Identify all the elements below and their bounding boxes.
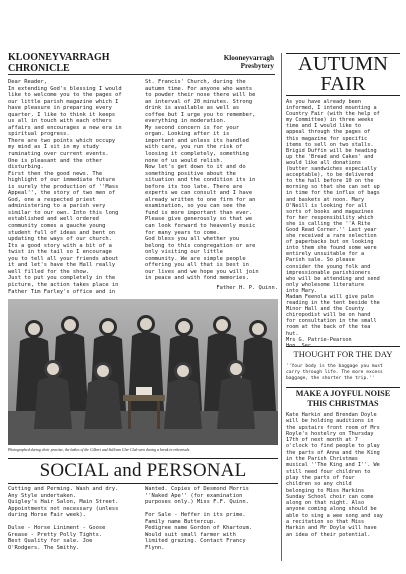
social-right-column: Wanted. Copies of Desmond Morris ''Naked Ape'' (for examination purposes only.) Miss F.F. Quinn. For Sale - Heffer in its prime. Family name Buttercup. Pedigree name Gordon of Khartoum. Would suit small farmer with limited grazing. Contact Francy Flynn. (145, 486, 253, 551)
masthead-rule-left (8, 74, 275, 75)
joyful-body: Kate Harkin and Brendan Doyle will be holding auditions in the upstairs front room of Mrs Royle's hostelry on Thursday 17th of next month at 7 o'clock to find people to play the parts of Anna and the King in the Parish Christmas musical ''The King and I''. We still need four children to play the parts of four children so any child belonging to Miss Harkins Sunday School choir can come along on that night. Also anyone coming along should be able to sing a wee song and say a recitation so that Miss Harkin and Mr Doyle will have an idea of their potential. (286, 412, 383, 538)
autumn-rule-bottom (286, 95, 400, 96)
letter-signature: Father H. P. Quinn. (216, 285, 278, 291)
thought-heading: THOUGHT FOR THE DAY (293, 349, 393, 359)
social-left-column: Cutting and Perming. Wash and dry. Any Style undertaken. Quigley's Hair Salon, Main Street. Appointments not necessary (unless during Horse Fair week). Dulse - Horse Liniment - Goose Grease - Pretty Polly Tights. Best Quality for sale. Joe O'Rodgers. The Smithy. (8, 486, 119, 551)
thought-rule-top (286, 346, 400, 347)
column-divider (281, 53, 282, 561)
social-rule-bottom (8, 483, 278, 484)
autumn-fair-body: As you have already been informed, I intend mounting a Country Fair (with the help of my Committee) in three weeks time and I would like to appeal through the pages of this magazine for specific items to sell on two stalls. Brigid Duffin will be heading up the 'Bread and Cakes' and would like all donations (butter sandwiches especially acceptable), to be delivered to the hall before 10 on the morning so that she can set up in time for the influx of bags and baskets at noon. Mary O'Neill is looking for all sorts of books and magazines for her responsibility which she is calling the ''A Rite Good Read Corner.'' Last year she received a rare selection of paperbacks but on looking into them she found some were entirely unsuitable for a Parish sale. So please consider the young folk and impressionable parishioners who will be attending and send only wholesome literature into Mary. Madam Feenola will give palm reading in the tent beside the Minor Hall and the County chiropodist will be on hand for consultation in the small room at the back of the tea hut. Mrs G. Patrie-Pearson (286, 99, 380, 343)
autumn-fair-heading: AUTUMN FAIR (298, 53, 388, 95)
thought-body: ''Your body is the baggage you must carry through life. The more excess baggage, the shorter the trip.'' (286, 364, 383, 382)
choir-photograph (8, 299, 278, 445)
joyful-heading: MAKE A JOYFUL NOISE THIS CHRISTMAS (295, 389, 391, 408)
presbytery-title: Klooneyvarragh Presbytery (223, 54, 274, 70)
letter-center-column: St. Francis' Church, during the autumn time. For anyone who wants to powder their nose there will be an interval of 20 minutes. Strong drink is available as well as coffee but I urge you to remember, everything in moderation. My second concern is for your organ. Looking after it is important and unless its handled with care, you run the risk of loosing it completely, something none of us would relish. Now let's get down to it and do something positive about the situation and the condition its in before its too late. There are experts we can consult and I have already written to one firm for an examination, so you can see the fund is more important than ever. Please give generously so that we can look forward to heavenly music for many years to come. God bless you all whether you belong to this congregation or are only visiting our little community. We are simple people offering you all that is best in our lives and we hope you will join in peace and with fond memories. (145, 79, 259, 282)
letter-left-column: Dear Reader, In extending God's blessing I would like to welcome you to the pages of our little parish magazine which I have pleasure in preparing every quarter. I like to think it keeps us all in touch with each others affairs and encourages a new era in spiritual progress. There are two points which occupy my mind as I sit in my study ruminating over current events. One is pleasant and the other disturbing. First then the good news. The highlight of our immediate future is surely the production of ''Mass Appeal'', the story of two men of God, one a respected priest administering to a parish very similar to our own. Into this long established and well ordered community comes a gauche young student full of ideas and bent on updating the ways of our church. Its a good story with a bit of a twist in the tail so I encourage you to tell all your friends about it and let's have the Hall really well filled for the show. Just to put you completely in the picture, the action takes place in Father Tim Farley's office and in (8, 79, 122, 295)
photo-caption: Photographed during choir practise, the ladies of the Gilbert and Sullivan Glee Club seen during a break in rehearsals. (8, 448, 191, 452)
joyful-rule-top (286, 387, 400, 388)
social-heading: SOCIAL and PERSONAL (39, 460, 247, 481)
chronicle-title: KLOONEYVARRAGH CHRONICLE (8, 52, 110, 74)
choir-photo-illustration (8, 299, 278, 445)
